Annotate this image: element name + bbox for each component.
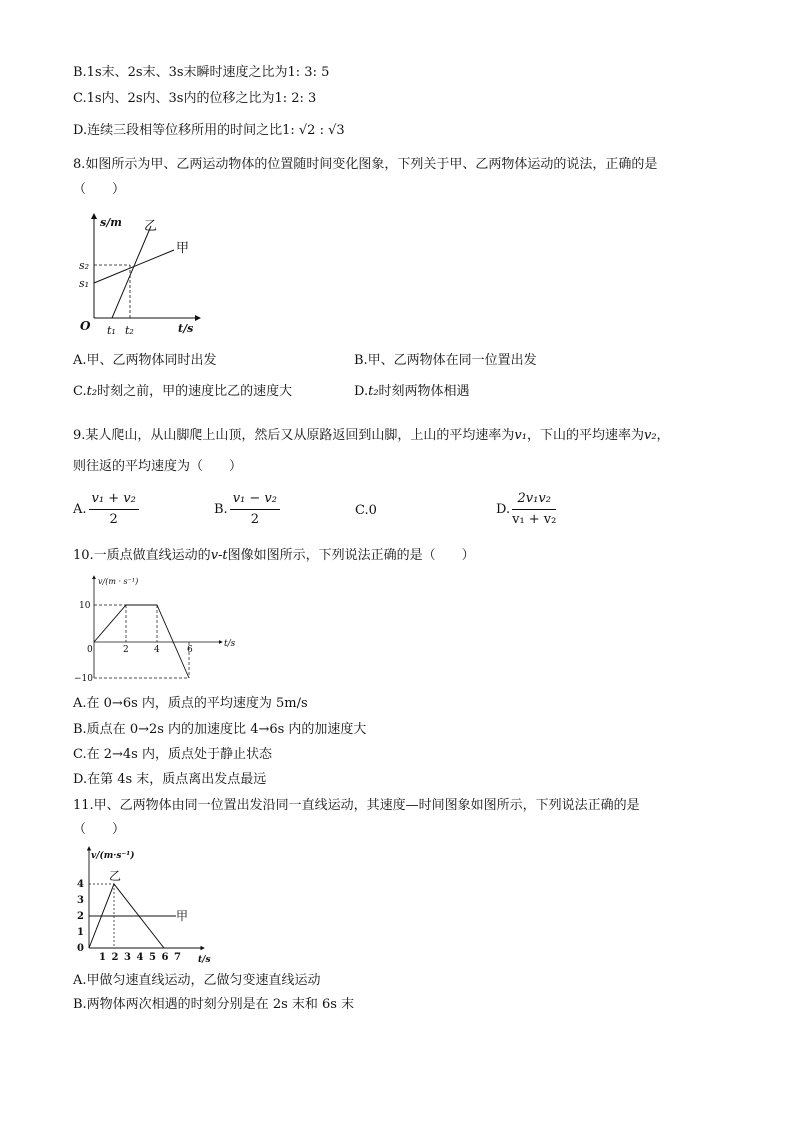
q8-line-yi xyxy=(112,226,151,318)
q10-option-b: B.质点在 0→2s 内的加速度比 4→6s 内的加速度大 xyxy=(73,722,367,737)
q10-ylabel: v/(m · s⁻¹) xyxy=(98,577,139,586)
option-d-line xyxy=(73,122,345,140)
q8-ylabel: s/m xyxy=(100,216,122,229)
sqrt2: √2 xyxy=(298,123,316,138)
q11-ylabel: v/(m·s⁻¹) xyxy=(91,851,135,861)
q9-stem-2: 则往返的平均速度为（ ） xyxy=(73,459,243,474)
q9-option-b-label: B. xyxy=(214,502,228,517)
q9-option-d-num: 2v₁v₂ xyxy=(512,490,556,510)
q10-x6: 6 xyxy=(187,645,193,655)
q8-xlabel: t/s xyxy=(178,322,194,335)
q9-option-d-fraction xyxy=(512,490,556,529)
q8-option-b: B.甲、乙两物体在同一位置出发 xyxy=(354,353,537,368)
q11-option-b: B.两物体两次相遇的时刻分别是在 2s 末和 6s 末 xyxy=(73,997,355,1012)
q11-xtick-label: 7 xyxy=(174,952,181,963)
q11-ytick-label: 0 xyxy=(77,943,84,954)
q9-v2: v₂ xyxy=(643,428,657,443)
q11-ytick-label: 1 xyxy=(77,927,84,938)
q10-vt-line xyxy=(94,605,189,678)
q8-option-a: A.甲、乙两物体同时出发 xyxy=(73,353,217,368)
q11-option-a: A.甲做匀速直线运动，乙做匀变速直线运动 xyxy=(73,973,321,988)
q9-text-c: ， xyxy=(656,428,670,443)
q10-yneg10: −10 xyxy=(74,674,93,684)
q11-label-yi: 乙 xyxy=(109,869,122,883)
q8-option-d-label: D. xyxy=(354,384,369,399)
q8-option-c-text: 时刻之前，甲的速度比乙的速度大 xyxy=(97,384,293,399)
q9-option-d-den: v₁ + v₂ xyxy=(512,512,557,527)
q9-option-c: C.0 xyxy=(355,503,377,518)
q8-line-jia xyxy=(94,250,174,283)
q11-label-jia: 甲 xyxy=(176,909,189,923)
q11-xtick-label: 4 xyxy=(136,952,144,963)
q9-option-a xyxy=(73,490,139,529)
q11-xticks xyxy=(99,952,181,963)
q8-t1: t₁ xyxy=(107,324,116,337)
q10-y10: 10 xyxy=(79,601,91,611)
q8-option-c xyxy=(73,383,292,401)
q10-var: v-t xyxy=(210,548,228,563)
option-c-line: C.1s内、2s内、3s内的位移之比为1: 2: 3 xyxy=(73,91,317,106)
q10-option-d: D.在第 4s 末，质点离出发点最远 xyxy=(73,772,267,787)
q9-option-a-num: v₁ + v₂ xyxy=(89,490,139,510)
q11-ytick-label: 2 xyxy=(77,911,84,922)
q10-option-c: C.在 2→4s 内，质点处于静止状态 xyxy=(73,747,272,762)
option-b-line: B.1s末、2s末、3s末瞬时速度之比为1: 3: 5 xyxy=(73,65,330,80)
q8-t2: t₂ xyxy=(125,324,134,337)
q8-stem: 8.如图所示为甲、乙两运动物体的位置随时间变化图象，下列关于甲、乙两物体运动的说法，正确的是 xyxy=(73,157,658,172)
q8-option-d-text: 时刻两物体相遇 xyxy=(378,384,470,399)
q9-option-d xyxy=(496,490,556,529)
q10-x0: 0 xyxy=(87,645,93,655)
q8-label-jia: 甲 xyxy=(176,241,190,256)
q9-text-a: 9.某人爬山，从山脚爬上山顶，然后又从原路返回到山脚，上山的平均速率为 xyxy=(73,428,515,443)
q11-xtick-label: 2 xyxy=(111,952,119,963)
q11-xtick-label: 5 xyxy=(149,952,156,963)
q11-xtick-label: 3 xyxy=(124,952,131,963)
q8-option-d-var: t₂ xyxy=(368,384,379,399)
q8-option-c-var: t₂ xyxy=(86,384,98,399)
q8-s1: s₁ xyxy=(79,277,90,290)
q8-origin: O xyxy=(80,319,91,333)
q11-ytick-label: 4 xyxy=(77,879,84,890)
ratio-sep: : xyxy=(315,123,329,138)
q10-stem xyxy=(73,547,475,565)
q8-paren: （ ） xyxy=(73,182,126,197)
q8-option-d xyxy=(354,383,470,401)
q11-xtick-label: 1 xyxy=(99,952,106,963)
q9-option-b-den: 2 xyxy=(250,512,259,527)
q11-ytick-label: 3 xyxy=(77,895,84,906)
q10-xlabel: t/s xyxy=(224,639,236,649)
q8-option-c-label: C. xyxy=(73,384,87,399)
q9-option-a-fraction xyxy=(89,490,139,529)
q11-xtick-label: 6 xyxy=(161,952,169,963)
q9-option-d-label: D. xyxy=(496,502,511,517)
q11-yticks xyxy=(77,879,84,954)
q9-option-a-label: A. xyxy=(73,502,87,517)
q11-xlabel: t/s xyxy=(198,955,211,965)
q9-option-b-num: v₁ − v₂ xyxy=(230,490,280,510)
q10-x4: 4 xyxy=(154,645,160,655)
sqrt3: √3 xyxy=(328,123,345,138)
q11-stem-2: （ ） xyxy=(73,822,126,837)
q9-option-b xyxy=(214,490,280,529)
q10-x2: 2 xyxy=(123,645,129,655)
q8-s2: s₂ xyxy=(79,259,90,272)
q9-option-a-den: 2 xyxy=(109,512,118,527)
q8-graph xyxy=(78,210,208,340)
q11-stem-1: 11.甲、乙两物体由同一位置出发沿同一直线运动，其速度—时间图象如图所示，下列说法正确的是 xyxy=(73,798,640,813)
q9-stem-1 xyxy=(73,427,670,445)
q10-graph xyxy=(74,574,244,686)
q8-label-yi: 乙 xyxy=(144,219,158,234)
q9-v1: v₁ xyxy=(514,428,527,443)
q11-graph xyxy=(74,845,224,965)
q10-text-a: 10.一质点做直线运动的 xyxy=(73,548,211,563)
q9-option-b-fraction xyxy=(230,490,280,529)
q10-option-a: A.在 0→6s 内，质点的平均速度为 5m/s xyxy=(73,696,308,711)
option-d-text: D.连续三段相等位移所用的时间之比1: xyxy=(73,123,299,138)
q9-text-b: ，下山的平均速率为 xyxy=(526,428,644,443)
q10-text-b: 图像如图所示，下列说法正确的是（ ） xyxy=(227,548,475,563)
